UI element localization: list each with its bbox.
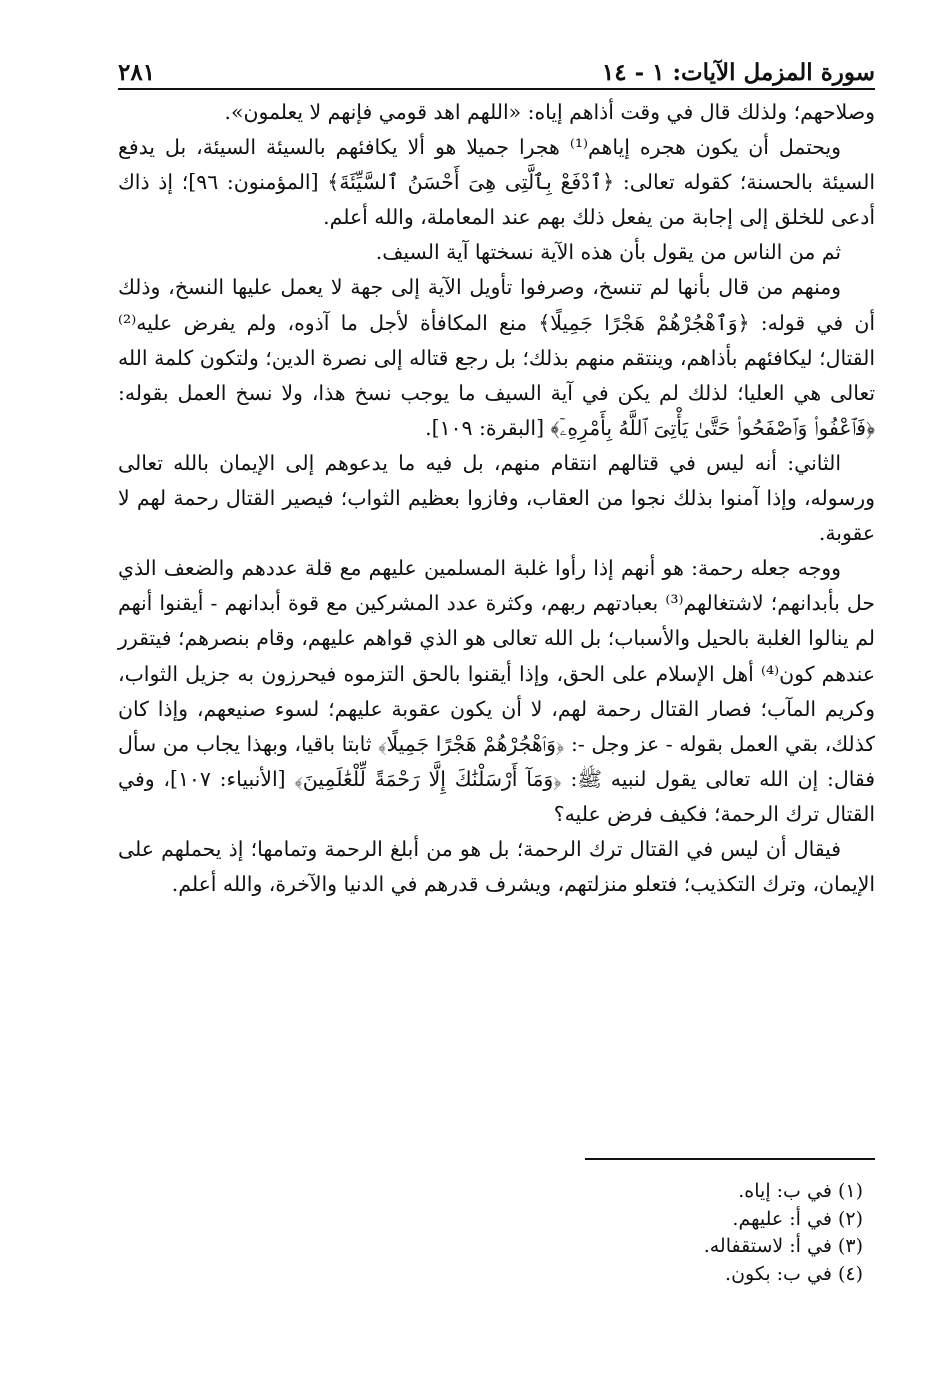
paragraph: ومنهم من قال بأنها لم تنسخ، وصرفوا تأويل الآية إلى جهة لا يعمل عليها النسخ، وذلك أن في قوله: ﴿وَٱهْجُرْهُمْ هَجْرًا جَمِيلًا﴾ منع المكافأة لأجل ما آذوه، ولم يفرض عليه⁽²⁾ القتال؛ ليكافئهم بأذاهم، وينتقم منهم بذلك؛ بل رجع قتاله إلى نصرة الدين؛ ولتكون كلمة الله تعالى هي العليا؛ لذلك لم يكن في آية السيف ما يوجب نسخ هذا، ولا نسخ العمل بقوله: ﴿فَٱعْفُوا۟ وَٱصْفَحُوا۟ حَتَّىٰ يَأْتِىَ ٱللَّهُ بِأَمْرِهِۦٓ﴾ [البقرة: ١٠٩]. (118, 275, 875, 440)
footnotes (118, 1178, 863, 1288)
footnote: (١) في ب: إياه. (738, 1180, 863, 1202)
footnote: (٤) في ب: بكون. (725, 1262, 863, 1285)
footnote: (٣) في أ: لاستقفاله. (703, 1235, 863, 1257)
footnote: (٢) في أ: عليهم. (732, 1207, 863, 1230)
paragraph: الثاني: أنه ليس في قتالهم انتقام منهم، بل فيه ما يدعوهم إلى الإيمان بالله تعالى ورسوله، وإذا آمنوا بذلك نجوا من العقاب، وفازوا بعظيم الثواب؛ فيصير القتال رحمة لهم لا عقوبة. (118, 450, 875, 546)
page-number: ٢٨١ (118, 59, 156, 86)
paragraph: ويحتمل أن يكون هجره إياهم⁽¹⁾ هجرا جميلا هو ألا يكافئهم بالسيئة السيئة، بل يدفع السيئة بالحسنة؛ كقوله تعالى: ﴿ٱدْفَعْ بِٱلَّتِى هِىَ أَحْسَنُ ٱلسَّيِّئَةَ﴾ [المؤمنون: ٩٦]؛ إذ ذاك أدعى للخلق إلى إجابة من يفعل ذلك بهم عند المعاملة، والله أعلم. (118, 135, 875, 230)
page-header (118, 40, 875, 90)
paragraph: ووجه جعله رحمة: هو أنهم إذا رأوا غلبة المسلمين عليهم مع قلة عددهم والضعف الذي حل بأبدانهم؛ لاشتغالهم⁽³⁾ بعبادتهم ربهم، وكثرة عدد المشركين مع قوة أبدانهم - أيقنوا أنهم لم ينالوا الغلبة بالحيل والأسباب؛ بل الله تعالى هو الذي قواهم عليهم، وقام بنصرهم؛ فيتقرر عندهم كون⁽⁴⁾ أهل الإسلام على الحق، وإذا أيقنوا بالحق التزموه فيحرزون به جزيل الثواب، وكريم المآب؛ فصار القتال رحمة لهم، لا أن يكون عقوبة عليهم؛ لسوء صنيعهم، وإذا كان كذلك، بقي العمل بقوله - عز وجل -: ﴿وَٱهْجُرْهُمْ هَجْرًا جَمِيلًا﴾ ثابتا باقيا، وبهذا يجاب من سأل فقال: إن الله تعالى يقول لنبيه ﷺ: ﴿وَمَآ أَرْسَلْنَٰكَ إِلَّا رَحْمَةً لِّلْعَٰلَمِينَ﴾ [الأنبياء: ١٠٧]، وفي القتال ترك الرحمة؛ فكيف فرض عليه؟ (118, 556, 875, 826)
footnote-separator (585, 1158, 875, 1160)
paragraph: فيقال أن ليس في القتال ترك الرحمة؛ بل هو من أبلغ الرحمة وتمامها؛ إذ يحملهم على الإيمان، وترك التكذيب؛ فتعلو منزلتهم، ويشرف قدرهم في الدنيا والآخرة، والله أعلم. (118, 836, 875, 897)
running-title: سورة المزمل الآيات: ١ - ١٤ (601, 59, 875, 86)
body-text (118, 95, 875, 902)
paragraph: وصلاحهم؛ ولذلك قال في وقت أذاهم إياه: «اللهم اهد قومي فإنهم لا يعلمون». (224, 100, 875, 124)
paragraph: ثم من الناس من يقول بأن هذه الآية نسختها آية السيف. (375, 240, 841, 265)
